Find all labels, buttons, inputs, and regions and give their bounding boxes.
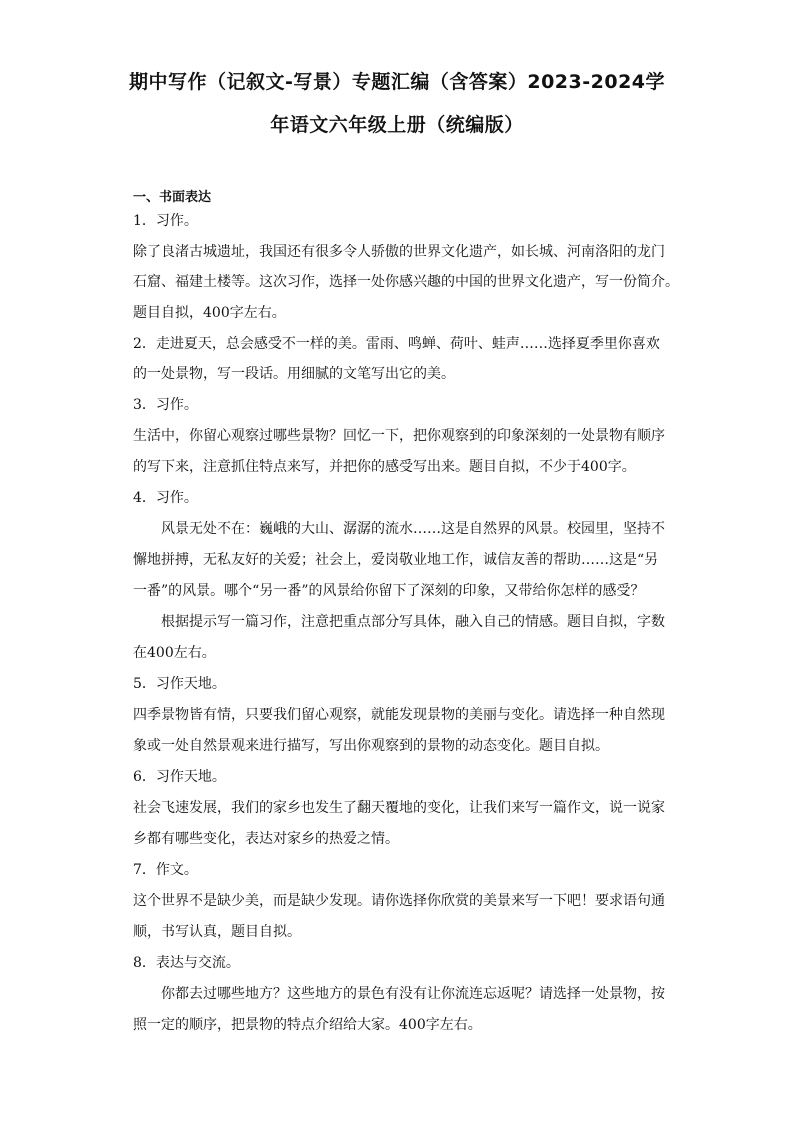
question-1-text: 题目自拟，400字左右。 bbox=[133, 305, 286, 321]
question-6-text: 乡都有哪些变化，表达对家乡的热爱之情。 bbox=[133, 831, 399, 847]
question-4-text: 在400左右。 bbox=[133, 645, 216, 661]
question-4-text: 风景无处不在：巍峨的大山、潺潺的流水……这是自然界的风景。校园里，坚持不 bbox=[161, 521, 665, 537]
document-title-line-2: 年语文六年级上册（统编版） bbox=[270, 114, 524, 136]
question-5-heading: 5．习作天地。 bbox=[133, 676, 226, 692]
question-1-heading: 1．习作。 bbox=[133, 213, 198, 229]
question-3-text: 的写下来，注意抓住特点来写，并把你的感受写出来。题目自拟，不少于400字。 bbox=[133, 459, 636, 475]
question-4-text: 懈地拼搏，无私友好的关爱；社会上，爱岗敬业地工作，诚信友善的帮助……这是“另 bbox=[133, 552, 659, 568]
question-6-text: 社会飞速发展，我们的家乡也发生了翻天覆地的变化，让我们来写一篇作文，说一说家 bbox=[133, 800, 665, 816]
question-5-text: 象或一处自然景观来进行描写，写出你观察到的景物的动态变化。题目自拟。 bbox=[133, 738, 609, 754]
question-7-text: 这个世界不是缺少美，而是缺少发现。请你选择你欣赏的美景来写一下吧！要求语句通 bbox=[133, 893, 665, 909]
question-4-text: 一番”的风景。哪个“另一番”的风景给你留下了深刻的印象，又带给你怎样的感受？ bbox=[133, 583, 645, 599]
question-6-heading: 6．习作天地。 bbox=[133, 769, 226, 785]
question-8-text: 照一定的顺序，把景物的特点介绍给大家。400字左右。 bbox=[133, 1017, 482, 1033]
question-5-text: 四季景物皆有情，只要我们留心观察，就能发现景物的美丽与变化。请选择一种自然现 bbox=[133, 707, 665, 723]
question-7-heading: 7．作文。 bbox=[133, 862, 198, 878]
question-7-text: 顺，书写认真，题目自拟。 bbox=[133, 924, 301, 940]
question-4-heading: 4．习作。 bbox=[133, 490, 198, 506]
question-2-text: 的一处景物，写一段话。用细腻的文笔写出它的美。 bbox=[133, 366, 455, 382]
question-8-heading: 8．表达与交流。 bbox=[133, 955, 240, 971]
question-8-text: 你都去过哪些地方？这些地方的景色有没有让你流连忘返呢？请选择一处景物，按 bbox=[161, 986, 665, 1002]
question-4-text: 根据提示写一篇习作，注意把重点部分写具体，融入自己的情感。题目自拟，字数 bbox=[161, 614, 665, 630]
question-1-text: 除了良渚古城遗址，我国还有很多令人骄傲的世界文化遗产，如长城、河南洛阳的龙门 bbox=[133, 244, 665, 260]
question-3-text: 生活中，你留心观察过哪些景物？回忆一下，把你观察到的印象深刻的一处景物有顺序 bbox=[133, 428, 665, 444]
section-heading: 一、书面表达 bbox=[133, 190, 212, 205]
question-2-text: 2．走进夏天，总会感受不一样的美。雷雨、鸣蝉、荷叶、蛙声……选择夏季里你喜欢 bbox=[133, 336, 660, 352]
question-3-heading: 3．习作。 bbox=[133, 397, 198, 413]
document-title-line-1: 期中写作（记叙文-写景）专题汇编（含答案）2023-2024学 bbox=[128, 71, 666, 93]
question-1-text: 石窟、福建土楼等。这次习作，选择一处你感兴趣的中国的世界文化遗产，写一份简介。 bbox=[133, 274, 679, 290]
